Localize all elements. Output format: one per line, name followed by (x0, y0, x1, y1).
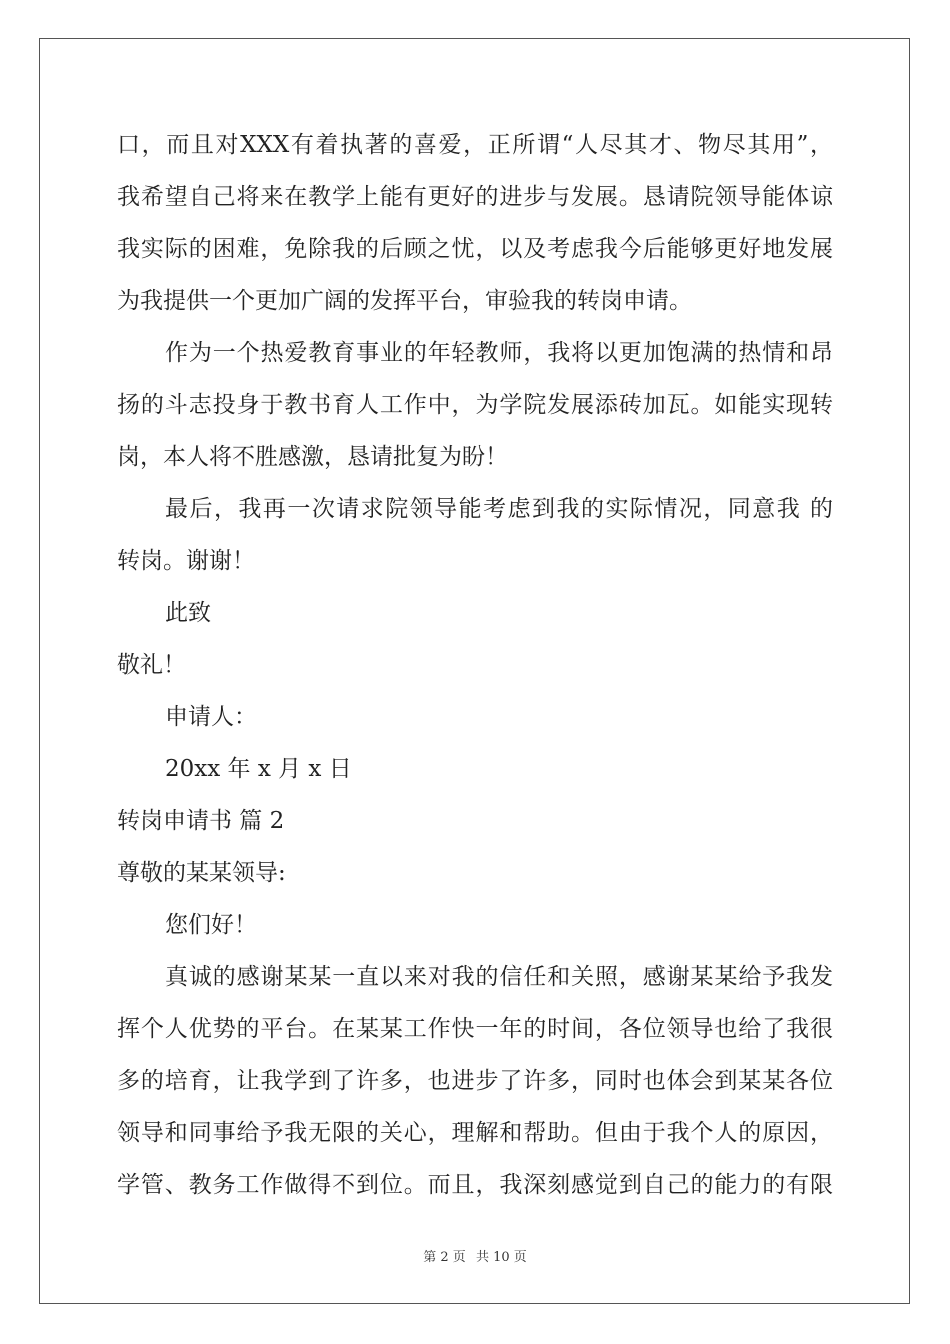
text-line: 转岗。谢谢！ (117, 548, 255, 574)
text-line: 我希望自己将来在教学上能有更好的进步与发展。恳请院领导能体谅 (117, 184, 833, 210)
text-line: 作为一个热爱教育事业的年轻教师，我将以更加饱满的热情和昂 (165, 340, 833, 366)
salutation-line: 敬礼！ (117, 652, 186, 678)
page-footer (0, 1246, 950, 1265)
salutation-line: 此致 (165, 600, 211, 626)
page-total: 共 10 页 (475, 1250, 527, 1265)
text-line: 岗，本人将不胜感激，恳请批复为盼！ (117, 444, 508, 470)
text-line: 领导和同事给予我无限的关心，理解和帮助。但由于我个人的原因， (117, 1120, 833, 1146)
text-line: 学管、教务工作做得不到位。而且，我深刻感觉到自己的能力的有限 (117, 1172, 833, 1198)
text-line: 挥个人优势的平台。在某某工作快一年的时间，各位领导也给了我很 (117, 1016, 833, 1042)
text-line: 扬的斗志投身于教书育人工作中，为学院发展添砖加瓦。如能实现转 (117, 392, 833, 418)
greeting-line: 您们好！ (165, 912, 257, 938)
text-line: 口，而且对XXX有着执著的喜爱，正所谓“人尽其才、物尽其用”， (117, 132, 833, 158)
text-line: 为我提供一个更加广阔的发挥平台，审验我的转岗申请。 (117, 288, 692, 314)
applicant-label: 申请人： (165, 704, 257, 730)
page-number: 第 2 页 (423, 1250, 466, 1265)
text-line: 我实际的困难，免除我的后顾之忧，以及考虑我今后能够更好地发展 (117, 236, 833, 262)
text-line: 多的培育，让我学到了许多，也进步了许多，同时也体会到某某各位 (117, 1068, 833, 1094)
section-title: 转岗申请书 篇 2 (117, 808, 285, 834)
text-line: 真诚的感谢某某一直以来对我的信任和关照，感谢某某给予我发 (165, 964, 833, 990)
text-line: 最后，我再一次请求院领导能考虑到我的实际情况，同意我 的 (165, 496, 833, 522)
date-line: 20xx 年 x 月 x 日 (165, 756, 352, 782)
greeting-line: 尊敬的某某领导: (117, 860, 286, 886)
